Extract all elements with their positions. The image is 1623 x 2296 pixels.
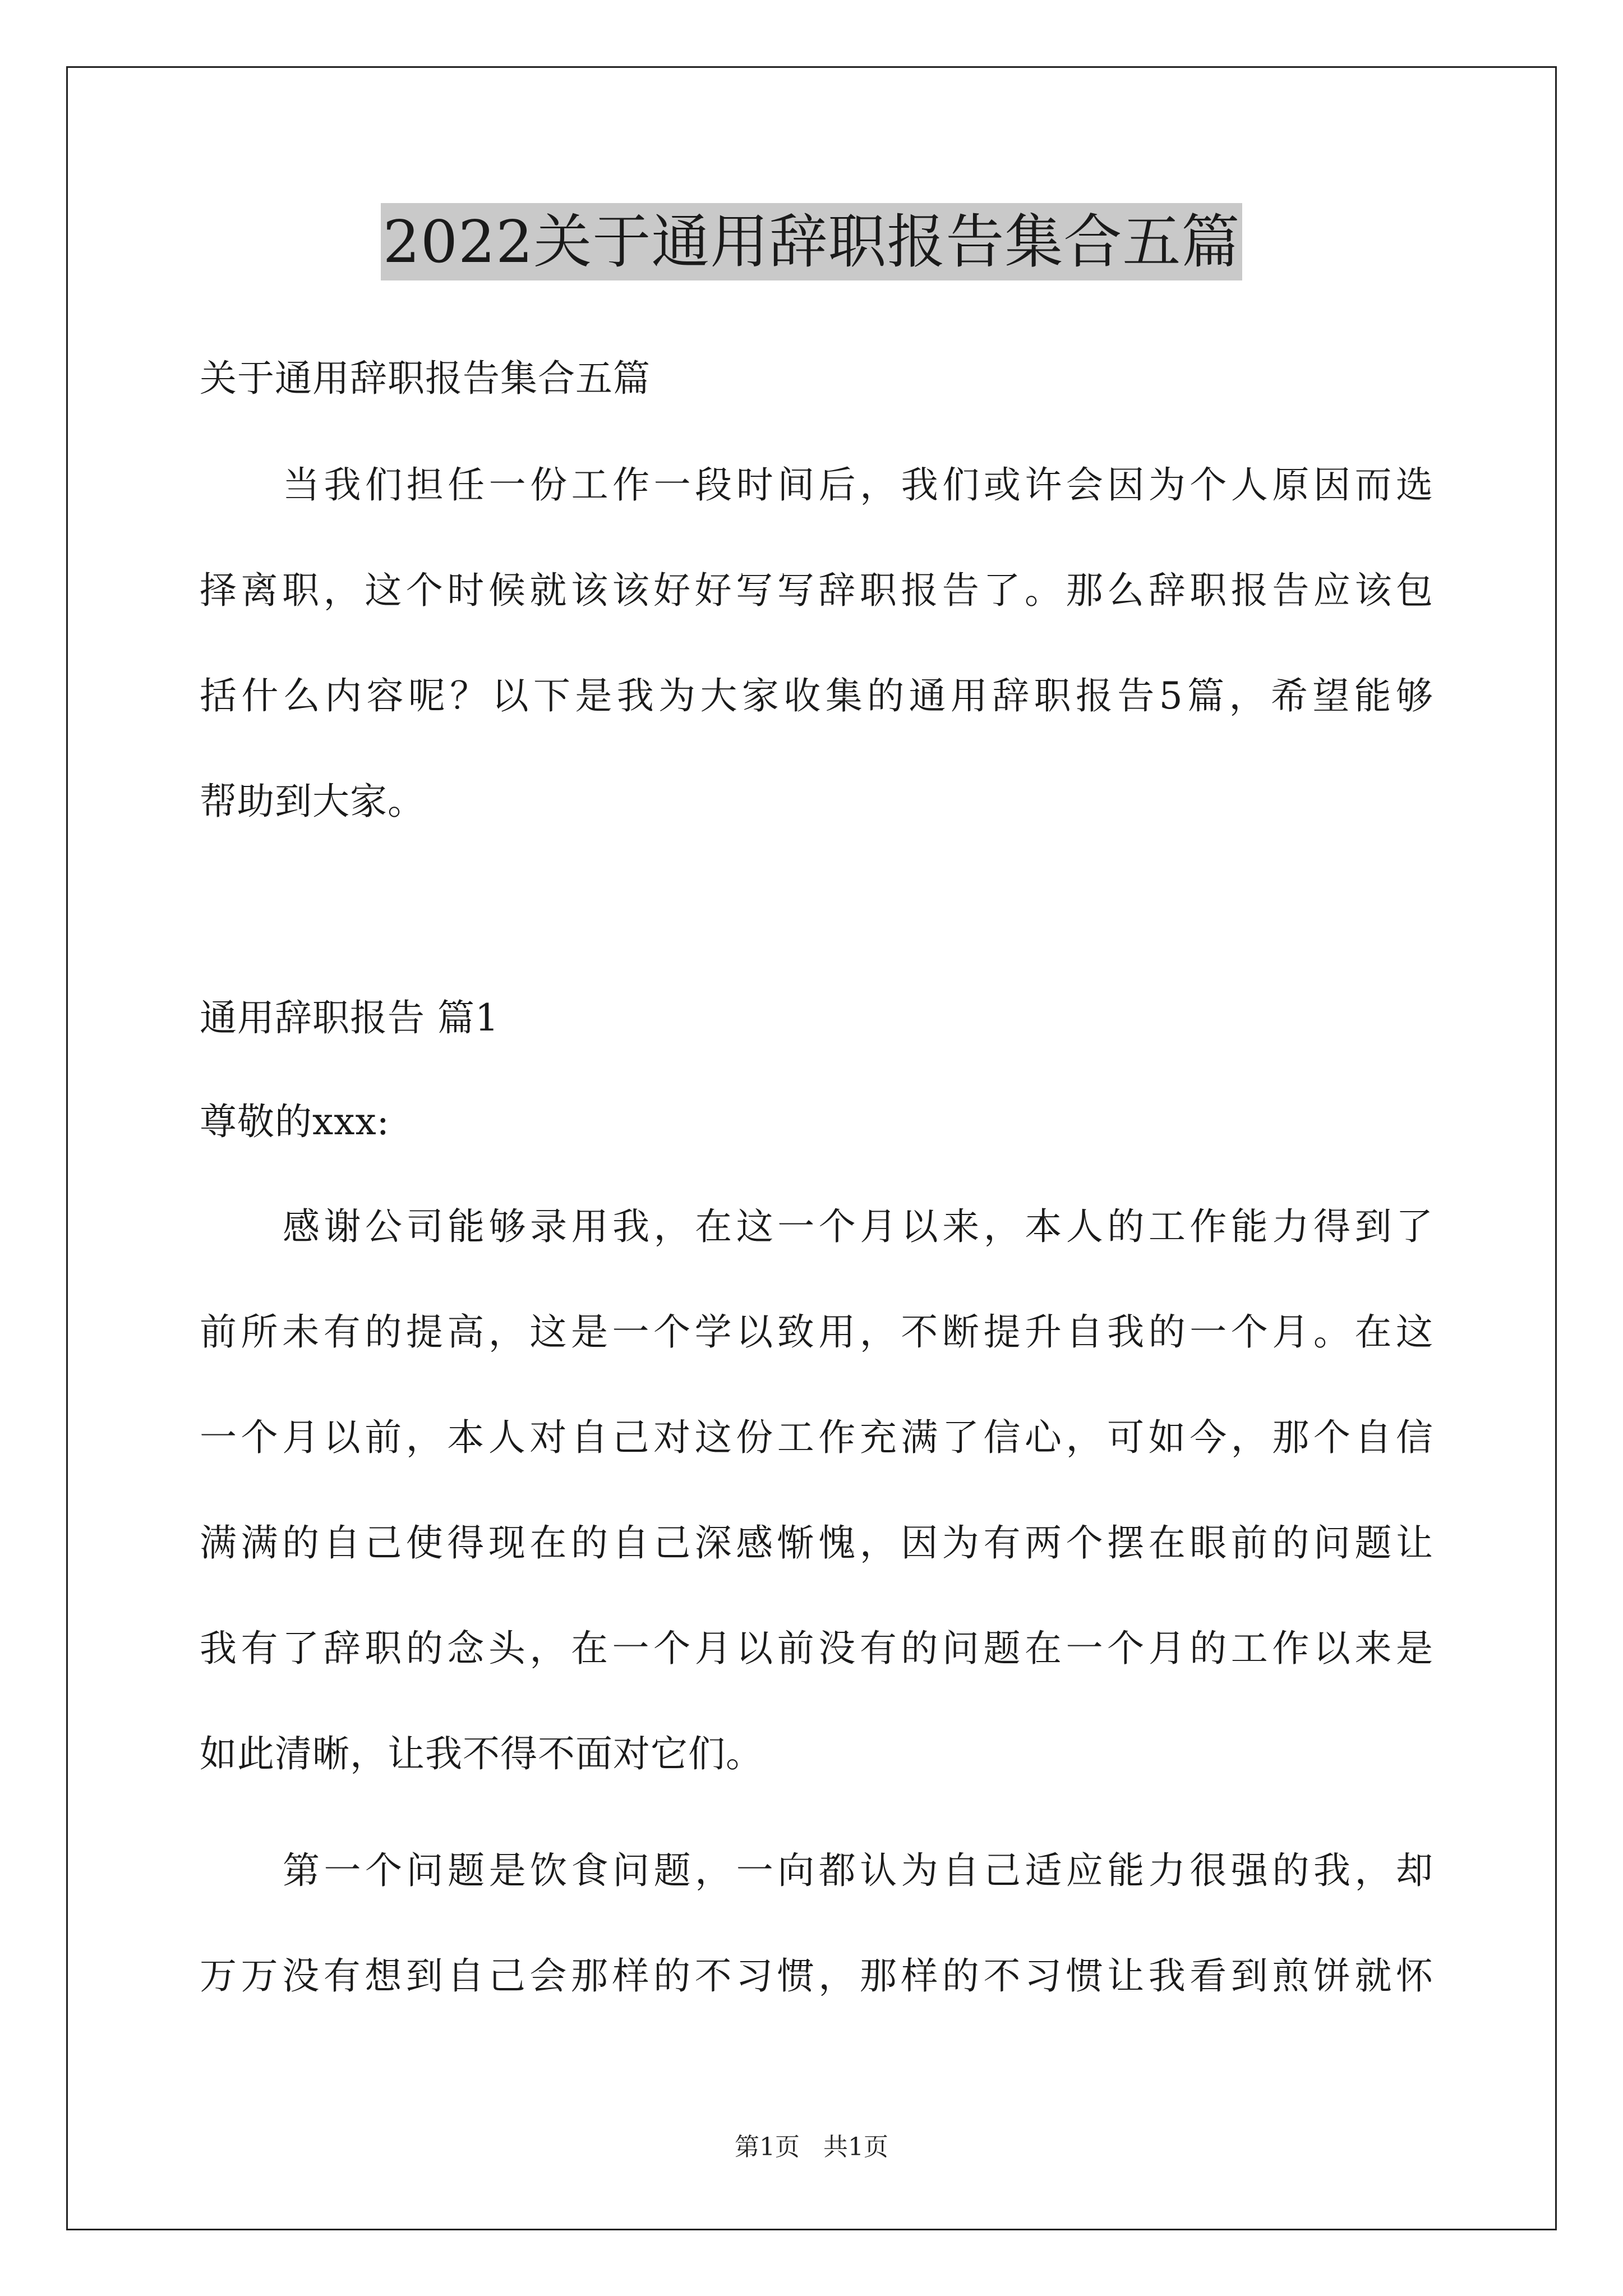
salutation: 尊敬的xxx: [200, 1100, 390, 1143]
intro-line-3: 括什么内容呢？以下是我为大家收集的通用辞职报告5篇，希望能够 [200, 674, 1433, 717]
document-subtitle: 关于通用辞职报告集合五篇 [200, 357, 651, 400]
page-number-total: 共1页 [823, 2133, 888, 2161]
page-footer [0, 2131, 1623, 2164]
intro-line-1: 当我们担任一份工作一段时间后，我们或许会因为个人原因而选 [283, 463, 1433, 507]
page-number-current: 第1页 [735, 2133, 800, 2161]
title-wrap [0, 203, 1623, 280]
para1-line-6: 如此清晰，让我不得不面对它们。 [200, 1732, 763, 1775]
para2-line-1: 第一个问题是饮食问题，一向都认为自己适应能力很强的我，却 [283, 1849, 1433, 1892]
para1-line-3: 一个月以前，本人对自己对这份工作充满了信心，可如今，那个自信 [200, 1416, 1433, 1459]
document-title: 2022关于通用辞职报告集合五篇 [381, 203, 1243, 280]
section-heading: 通用辞职报告 篇1 [200, 996, 499, 1039]
para1-line-1: 感谢公司能够录用我，在这一个月以来，本人的工作能力得到了 [283, 1205, 1433, 1248]
para1-line-4: 满满的自己使得现在的自己深感惭愧，因为有两个摆在眼前的问题让 [200, 1521, 1433, 1565]
para1-line-2: 前所未有的提高，这是一个学以致用，不断提升自我的一个月。在这 [200, 1310, 1433, 1354]
para2-line-2: 万万没有想到自己会那样的不习惯，那样的不习惯让我看到煎饼就怀 [200, 1954, 1433, 1998]
intro-line-2: 择离职，这个时候就该该好好写写辞职报告了。那么辞职报告应该包 [200, 569, 1433, 612]
para1-line-5: 我有了辞职的念头，在一个月以前没有的问题在一个月的工作以来是 [200, 1627, 1433, 1670]
intro-line-4: 帮助到大家。 [200, 780, 425, 823]
